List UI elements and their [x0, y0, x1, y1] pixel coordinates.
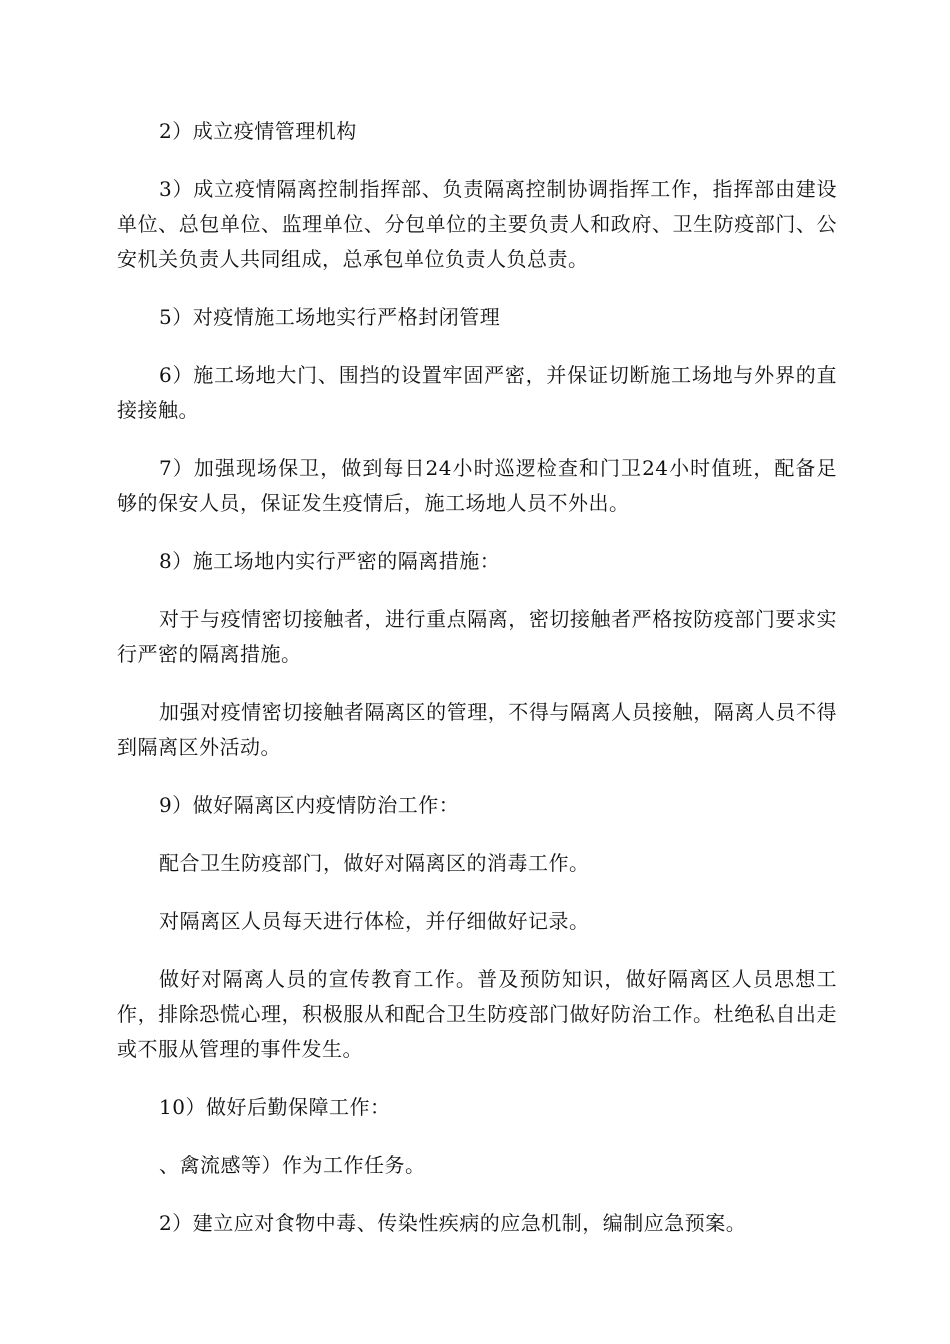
paragraph-10: 配合卫生防疫部门，做好对隔离区的消毒工作。: [159, 851, 590, 875]
paragraph-7: 对于与疫情密切接触者，进行重点隔离，密切接触者严格按防疫部门要求实行严密的隔离措施。: [117, 607, 837, 666]
paragraph-12: 做好对隔离人员的宣传教育工作。普及预防知识，做好隔离区人员思想工作，排除恐慌心理，积极服从和配合卫生防疫部门做好防治工作。杜绝私自出走或不服从管理的事件发生。: [117, 967, 837, 1061]
paragraph-3: 5）对疫情施工场地实行严格封闭管理: [159, 305, 501, 329]
paragraph-9: 9）做好隔离区内疫情防治工作：: [159, 793, 460, 817]
document-body: [117, 114, 837, 1264]
paragraph-6: 8）施工场地内实行严密的隔离措施：: [159, 549, 501, 573]
paragraph-5: 7）加强现场保卫，做到每日24小时巡逻检查和门卫24小时值班，配备足够的保安人员，保证发生疫情后，施工场地人员不外出。: [117, 456, 837, 515]
paragraph-14: 、禽流感等）作为工作任务。: [159, 1153, 426, 1177]
paragraph-8: 加强对疫情密切接触者隔离区的管理，不得与隔离人员接触，隔离人员不得到隔离区外活动。: [117, 700, 837, 759]
paragraph-4: 6）施工场地大门、围挡的设置牢固严密，并保证切断施工场地与外界的直接接触。: [117, 363, 837, 422]
paragraph-13: 10）做好后勤保障工作：: [159, 1095, 391, 1119]
paragraph-11: 对隔离区人员每天进行体检，并仔细做好记录。: [159, 909, 590, 933]
paragraph-1: 2）成立疫情管理机构: [159, 119, 357, 143]
paragraph-2: 3）成立疫情隔离控制指挥部、负责隔离控制协调指挥工作，指挥部由建设单位、总包单位、监理单位、分包单位的主要负责人和政府、卫生防疫部门、公安机关负责人共同组成，总承包单位负责人负总责。: [117, 177, 837, 271]
paragraph-15: 2）建立应对食物中毒、传染性疾病的应急机制，编制应急预案。: [159, 1211, 747, 1235]
